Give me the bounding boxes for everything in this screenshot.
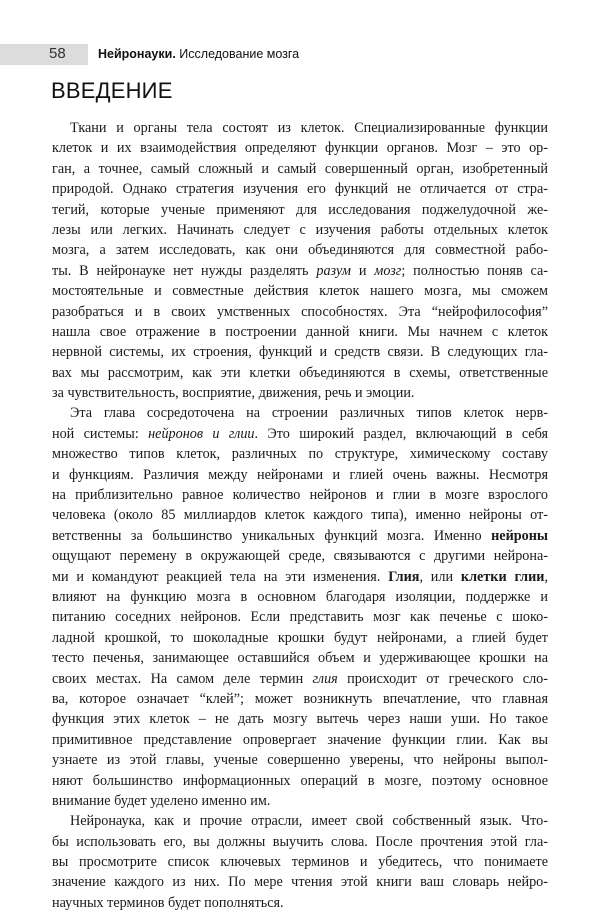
text-run: ты. В нейронауке нет нужды разделять [52,262,317,279]
text-line [52,872,548,892]
italic-term: глия [312,670,338,687]
italic-term: мозг [374,262,402,279]
text-line [52,607,548,627]
text-run: нервной системы, их строения, функций и средств связи. В следующих гла- [52,344,548,361]
text-line [52,669,548,689]
text-line [52,465,548,485]
text-line [52,526,548,546]
text-line [52,791,548,811]
page-number: 58 [49,45,66,62]
book-title: Нейронауки. [98,47,176,61]
text-line [52,567,548,587]
running-header [98,47,299,61]
text-run: ган, а точнее, самый сложный и самый совершенный орган, изобретенный [52,160,548,177]
text-line [52,342,548,362]
text-run: ми и командуют реакцией тела на эти изменения. [52,568,389,585]
text-line [52,771,548,791]
text-run: тегий, которые ученые применяют для исследования поджелудочной же- [52,201,548,218]
text-line [52,832,548,852]
text-run: ладной крошкой, то шоколадные крошки будут нейронами, а глией будет [52,629,548,646]
text-run: , [544,568,549,585]
text-run: лезы или легких. Начинать следует с изучения работы отдельных клеток [52,221,548,238]
text-line [52,424,548,444]
text-run: примитивное представление опровергает значение функции глии. Как вы [52,731,548,748]
text-run: ной системы: [52,425,149,442]
section-title: ВВЕДЕНИЕ [51,78,173,103]
text-run: Нейронаука, как и прочие отрасли, имеет свой собственный язык. Что- [70,813,548,830]
text-line [52,893,548,913]
text-run: и функциям. Различия между нейронами и глией очень важны. Несмотря [52,466,548,483]
text-run: влияют на функцию мозга в основном благодаря изоляции, поддержке и [52,588,548,605]
paragraph [52,118,548,403]
text-run: на приблизительно равное количество нейронов и глии в мозге взрослого [52,487,548,504]
text-line [52,403,548,423]
text-run: , или [419,568,461,585]
text-line [52,485,548,505]
text-line [52,200,548,220]
text-line [52,159,548,179]
text-run: нашла свое отражение в построении данной книги. Мы начнем с клеток [52,323,548,340]
paragraph [52,403,548,811]
text-line [52,811,548,831]
text-line [52,302,548,322]
text-line [52,322,548,342]
text-run: вы просмотрите список ключевых терминов и убедитесь, что понимаете [52,854,548,871]
text-run: няют большинство информационных операций в мозге, поэтому основное [52,772,548,789]
text-run: ветственны за большинство уникальных функций мозга. Именно [52,527,492,544]
text-line [52,179,548,199]
text-run: Ткани и органы тела состоят из клеток. Специализированные функции [70,120,548,136]
text-run: . Это широкий раздел, включающий в себя [254,425,548,442]
text-run: природой. Однако стратегия изучения его функций не отличается от стра- [52,181,548,198]
text-run: внимание будет уделено именно им. [52,792,271,809]
text-line [52,118,548,138]
text-line [52,240,548,260]
text-run: мозга, а затем исследовать, как они объединяются для совместной рабо- [52,242,548,259]
bold-term: Глия [388,568,420,585]
text-run: и [350,262,375,279]
text-line [52,220,548,240]
text-run: питанию соседних нейронов. Если представить мозг как печенье с шоко- [52,609,548,626]
text-run: функция этих клеток – не дать мозгу вытечь через наши уши. Но такое [52,711,548,728]
text-run: разобраться и в своих умственных способностях. Эта “нейрофилософия” [52,303,548,320]
text-run: бы использовать его, вы должны выучить слова. После прочтения этой гла- [52,833,548,850]
text-line [52,505,548,525]
bold-term: клетки глии [460,568,545,585]
text-line [52,709,548,729]
text-line [52,689,548,709]
text-run: своих местах. На самом деле термин [52,670,313,687]
text-run: множество типов клеток, различных по структуре, химическому составу [52,446,548,463]
text-run: ва, которое означает “клей”; может возникнуть впечатление, что главная [52,690,548,707]
bold-term: нейроны [491,527,548,544]
text-line [52,628,548,648]
text-run: человека (около 85 миллиардов клеток каждого типа), именно нейроны от- [52,507,548,524]
text-line [52,546,548,566]
text-run: научных терминов будет пополняться. [52,894,284,911]
text-run: мостоятельные и совместные действия клеток нашего мозга, мы сможем [52,283,548,300]
text-run: Эта глава сосредоточена на строении различных типов клеток нерв- [70,405,548,422]
text-run: клеток и их взаимодействия определяют функции органов. Мозг – это ор- [52,140,548,157]
text-line [52,383,548,403]
text-run: за чувствительность, восприятие, движения, речь и эмоции. [52,385,415,402]
text-line [52,363,548,383]
text-line [52,138,548,158]
text-line [52,444,548,464]
text-run: ощущают перемену в окружающей среде, связываются с другими нейрона- [52,548,548,565]
italic-term: нейронов и глии [148,425,255,442]
text-run: происходит от греческого сло- [337,670,548,687]
text-line [52,852,548,872]
book-subtitle: Исследование мозга [179,47,300,61]
paragraph [52,811,548,913]
text-run: вах мы рассмотрим, как эти клетки объединяются в схемы, ответственные [52,364,548,381]
text-run: значение каждого из них. По мере чтения этой книги ваш словарь нейро- [52,874,548,891]
italic-term: разум [316,262,351,279]
text-line [52,261,548,281]
text-line [52,648,548,668]
text-line [52,730,548,750]
text-line [52,750,548,770]
text-line [52,281,548,301]
text-line [52,587,548,607]
body-text [52,118,548,913]
text-run: ; полностью поняв са- [401,262,549,279]
page-number-tab [0,44,88,65]
text-run: узнаете из этой главы, ученые совершенно уверены, что нейроны выпол- [52,752,548,769]
text-run: тесто печенья, занимающее оставшийся объем и удерживающее крошки на [52,650,548,667]
